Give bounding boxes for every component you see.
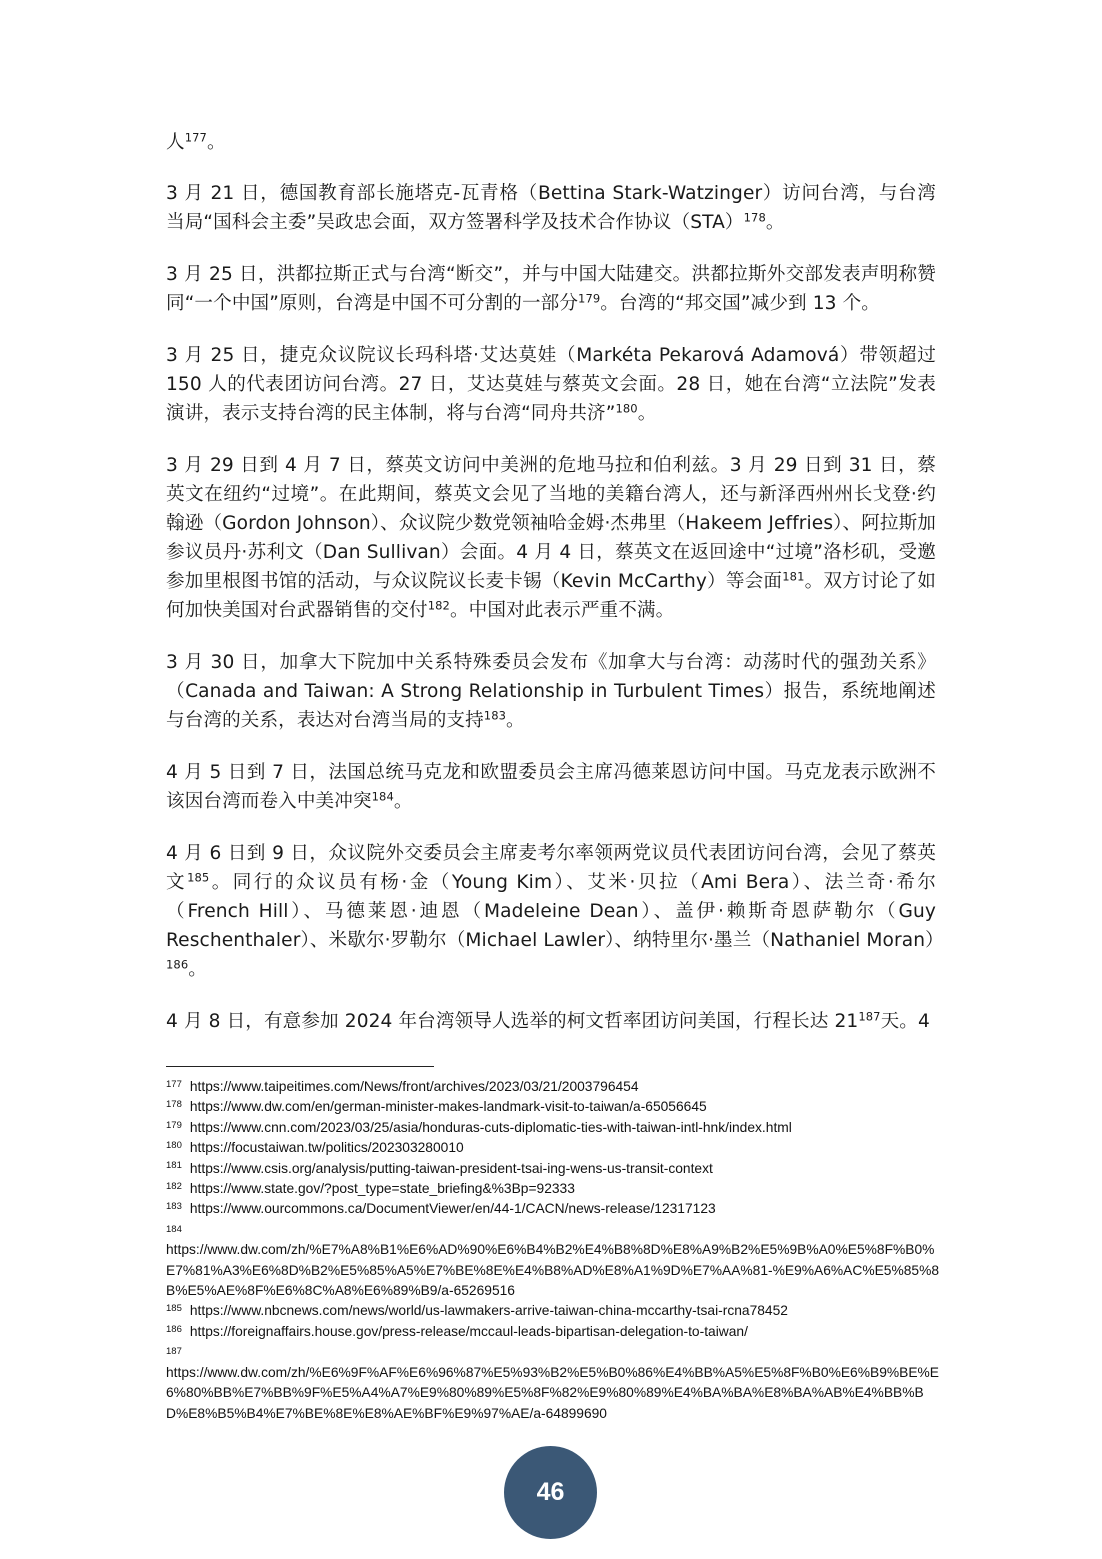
footnote-ref-178[interactable]: 178 <box>743 210 766 225</box>
paragraph-2: 3 月 21 日，德国教育部长施塔克-瓦青格（Bettina Stark-Watzinger）访问台湾，与台湾当局“国科会主委”吴政忠会面，双方签署科学及技术合作协议（STA）$^{178}$。 <box>166 183 936 233</box>
footnote-ref-182[interactable]: 182 <box>427 598 450 613</box>
footnote-separator <box>166 1066 434 1067</box>
paragraph-4: 3 月 25 日，捷克众议院议长玛科塔·艾达莫娃（Markéta Pekarová Adamová）带领超过 150 人的代表团访问台湾。27 日，艾达莫娃与蔡英文会面。28 日，她在台湾“立法院”发表演讲，表示支持台湾的民主体制，将与台湾“同舟共济”$^{180}$。 <box>166 345 936 424</box>
footnote-link[interactable]: https://www.csis.org/analysis/putting-taiwan-president-tsai-ing-wens-us-transit-context <box>189 1160 713 1176</box>
paragraph-7: 4 月 5 日到 7 日，法国总统马克龙和欧盟委员会主席冯德莱恩访问中国。马克龙表示欧洲不该因台湾而卷入中美冲突$^{184}$。 <box>166 762 936 812</box>
paragraph-5: 3 月 29 日到 4 月 7 日，蔡英文访问中美洲的危地马拉和伯利兹。3 月 29 日到 31 日，蔡英文在纽约“过境”。在此期间，蔡英文会见了当地的美籍台湾人，还与新泽西州州长戈登·约翰逊（Gordon Johnson）、众议院少数党领袖哈金姆·杰弗里（Hakeem Jeffries）、阿拉斯加参议员丹·苏利文（Dan Sullivan）会面。4 月 4 日，蔡英文在返回途中“过境”洛杉矶，受邀参加里根图书馆的活动，与众议院议长麦卡锡（Kevin McCarthy）等会面$^{181}$。双方讨论了如何加快美国对台武器销售的交付$^{182}$。中国对此表示严重不满。 <box>166 455 937 621</box>
footnote-link[interactable]: https://www.ourcommons.ca/DocumentViewer/en/44-1/CACN/news-release/12317123 <box>189 1201 716 1217</box>
footnote-178: $^{178}$ https://www.dw.com/en/german-minister-makes-landmark-visit-to-taiwan/a-65056645 <box>166 1099 707 1115</box>
footnote-179: $^{179}$ https://www.cnn.com/2023/03/25/asia/honduras-cuts-diplomatic-ties-with-taiwan-intl-hnk/index.html <box>166 1119 792 1135</box>
body-text <box>166 128 944 1059</box>
footnote-182: $^{182}$ https://www.state.gov/?post_type=state_briefing&%3Bp=92333 <box>166 1180 575 1197</box>
footnote-link[interactable]: https://www.taipeitimes.com/News/front/archives/2023/03/21/2003796454 <box>189 1079 639 1094</box>
page-number-badge <box>504 1446 597 1539</box>
footnote-ref-184[interactable]: 184 <box>371 789 394 804</box>
footnote-181: $^{181}$ https://www.csis.org/analysis/putting-taiwan-president-tsai-ing-wens-us-transit-context <box>166 1160 713 1176</box>
paragraph-9: 4 月 8 日，有意参加 2024 年台湾领导人选举的柯文哲率团访问美国，行程长达 $21^{187}$天。4 <box>166 1009 930 1032</box>
footnote-185: $^{185}$ https://www.nbcnews.com/news/world/us-lawmakers-arrive-taiwan-china-mccarthy-tsai-rcna78452 <box>166 1303 788 1319</box>
paragraph-6: 3 月 30 日，加拿大下院加中关系特殊委员会发布《加拿大与台湾：动荡时代的强劲关系》（Canada and Taiwan: A Strong Relationship in Turbulent Times）报告，系统地阐述与台湾的关系，表达对台湾当局的支持$^{183}$。 <box>166 652 936 731</box>
footnote-ref-183[interactable]: 183 <box>483 708 507 723</box>
footnote-ref-185[interactable]: 185 <box>187 870 210 885</box>
footnote-link[interactable]: https://www.state.gov/?post_type=state_briefing&%3Bp=92333 <box>189 1181 575 1197</box>
footnote-177: $^{177}$ https://www.taipeitimes.com/News/front/archives/2023/03/21/2003796454 <box>166 1078 639 1094</box>
footnote-link[interactable]: https://foreignaffairs.house.gov/press-release/mccaul-leads-bipartisan-delegation-to-taiwan/ <box>189 1323 748 1339</box>
paragraph-3: 3 月 25 日，洪都拉斯正式与台湾“断交”，并与中国大陆建交。洪都拉斯外交部发表声明称赞同“一个中国”原则，台湾是中国不可分割的一部分$^{179}$。台湾的“邦交国”减少到 13 个。 <box>166 264 936 314</box>
footnote-link[interactable]: https://www.nbcnews.com/news/world/us-lawmakers-arrive-taiwan-china-mccarthy-tsai-rcna78452 <box>189 1303 788 1319</box>
footnote-ref-181[interactable]: 181 <box>782 569 805 584</box>
footnote-ref-187[interactable]: 187 <box>858 1009 881 1024</box>
paragraph-1: 人$^{177}$。 <box>166 130 226 153</box>
footnote-link[interactable]: https://www.dw.com/en/german-minister-makes-landmark-visit-to-taiwan/a-65056645 <box>189 1099 707 1115</box>
footnote-link[interactable]: https://www.dw.com/zh/%E6%9F%AF%E6%96%87%E5%93%B2%E5%B0%86%E4%BB%A5%E5%8F%B0%E6%B9%BE%E6%80%BB%E7%BB%9F%E5%A4%A7%E9%80%89%E5%8F%82%E9%80%89%E4%BA%BA%E8%BA%AB%E4%BB%BD%E8%B5%B4%E7%BE%8E%E8%AE%BF%E9%97%AE/a-64899690 <box>166 1364 940 1421</box>
footnote-180: $^{180}$ https://focustaiwan.tw/politics/202303280010 <box>166 1139 464 1156</box>
footnote-ref-180[interactable]: 180 <box>615 401 638 416</box>
footnote-link[interactable]: https://focustaiwan.tw/politics/202303280010 <box>189 1140 464 1156</box>
footnote-187: 187 https://www.dw.com/zh/%E6%9F%AF%E6%96%87%E5%93%B2%E5%B0%86%E4%BB%A5%E5%8F%B0%E6%B9%BE%E6%80%BB%E7%BB%9F%E5%A4%A7%E9%80%89%E5%8F%82%E9%80%89%E4%BA%BA%E8%BA%AB%E4%BB%BD%E8%B5%B4%E7%BE%8E%E8%AE%BF%E9%97%AE/a-64899690 <box>166 1346 940 1421</box>
footnote-link[interactable]: https://www.cnn.com/2023/03/25/asia/honduras-cuts-diplomatic-ties-with-taiwan-intl-hnk/index.html <box>189 1119 792 1135</box>
footnote-184: 184 https://www.dw.com/zh/%E7%A8%B1%E6%AD%90%E6%B4%B2%E4%B8%8D%E8%A9%B2%E5%9B%A0%E5%8F%B0%E7%81%A3%E6%8D%B2%E5%85%A5%E7%BE%8E%E4%B8%AD%E8%A1%9D%E7%AA%81-%E9%A6%AC%E5%85%8B%E5%AE%8F%E6%8C%A8%E6%89%B9/a-65269516 <box>166 1223 940 1299</box>
footnote-ref-177[interactable]: 177 <box>184 130 207 145</box>
footnote-183: $^{183}$ https://www.ourcommons.ca/DocumentViewer/en/44-1/CACN/news-release/12317123 <box>166 1201 716 1217</box>
footnotes <box>166 1077 941 1424</box>
paragraph-8: 4 月 6 日到 9 日，众议院外交委员会主席麦考尔率领两党议员代表团访问台湾，会见了蔡英文$^{185}$。同行的众议员有杨·金（Young Kim）、艾米·贝拉（Ami Bera）、法兰奇·希尔（French Hill）、马德莱恩·迪恩（Madeleine Dean）、盖伊·赖斯奇恩萨勒尔（Guy Reschenthaler）、米歇尔·罗勒尔（Michael Lawler）、纳特里尔·墨兰（Nathaniel Moran）$^{186}$。 <box>166 843 944 980</box>
footnote-ref-179[interactable]: 179 <box>578 291 601 306</box>
footnote-ref-186[interactable]: 186 <box>166 957 189 972</box>
page-number: 46 <box>536 1478 565 1506</box>
footnote-link[interactable]: https://www.dw.com/zh/%E7%A8%B1%E6%AD%90%E6%B4%B2%E4%B8%8D%E8%A9%B2%E5%9B%A0%E5%8F%B0%E7%81%A3%E6%8D%B2%E5%85%A5%E7%BE%8E%E4%B8%AD%E8%A1%9D%E7%AA%81-%E9%A6%AC%E5%85%8B%E5%AE%8F%E6%8C%A8%E6%89%B9/a-65269516 <box>166 1242 940 1299</box>
footnote-186: $^{186}$ https://foreignaffairs.house.gov/press-release/mccaul-leads-bipartisan-delegation-to-taiwan/ <box>166 1323 748 1339</box>
